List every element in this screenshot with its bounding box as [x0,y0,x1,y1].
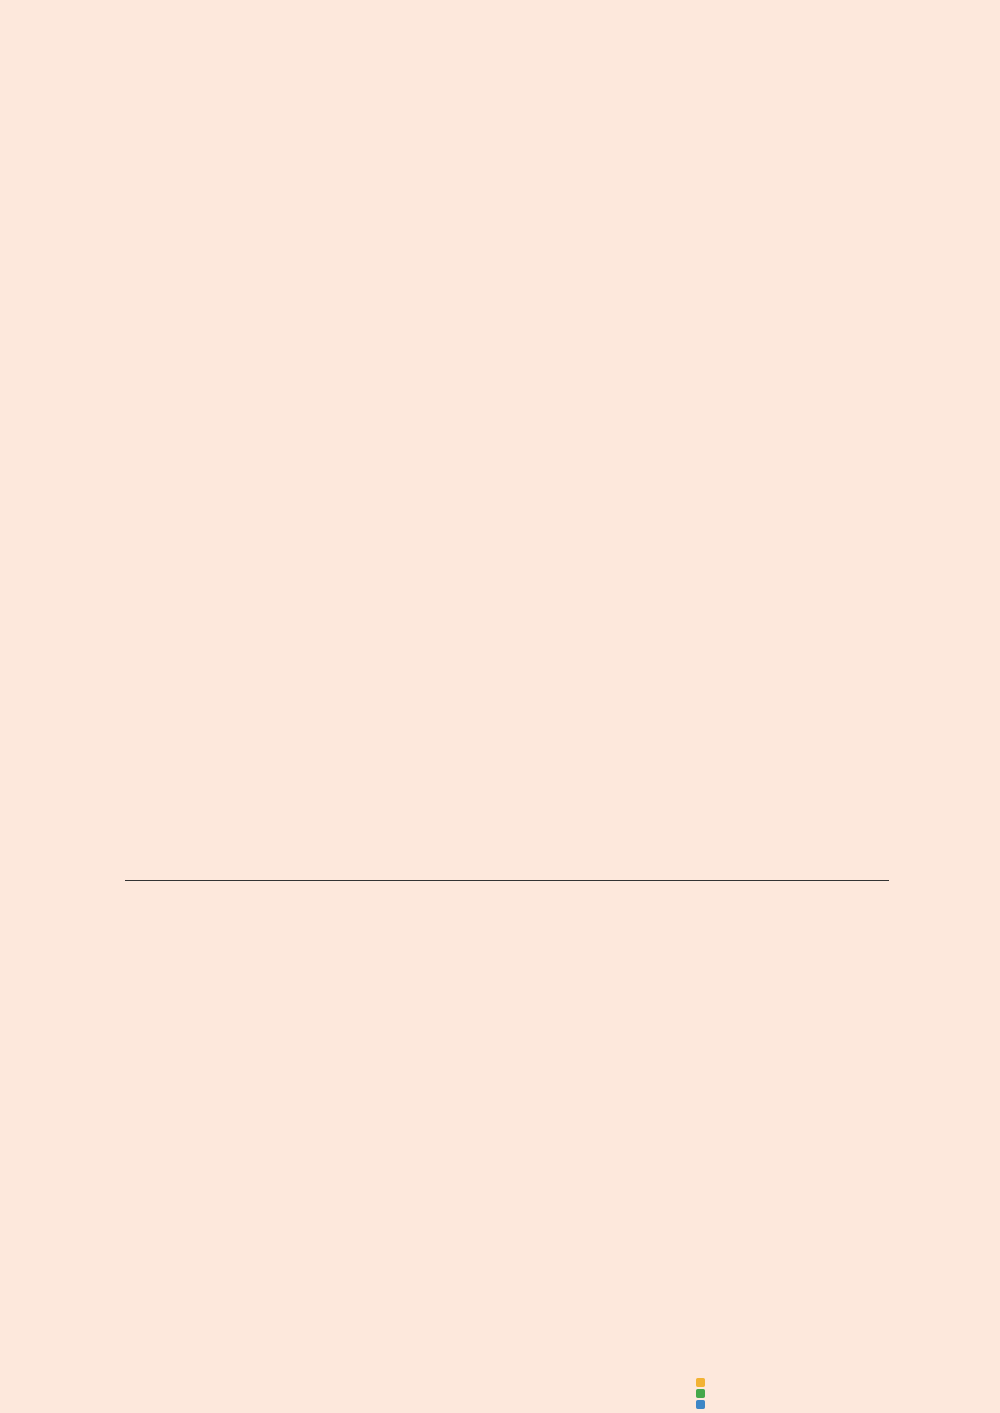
decorative-border-right [974,0,1000,1413]
liveworksheets-logo-icon [696,1377,705,1410]
decorative-border-left [0,0,26,1413]
word-list-divider [125,880,889,881]
liveworksheets-logo [696,1376,708,1410]
decorative-border-top [0,0,1000,26]
decorative-border-bottom [0,1387,1000,1413]
